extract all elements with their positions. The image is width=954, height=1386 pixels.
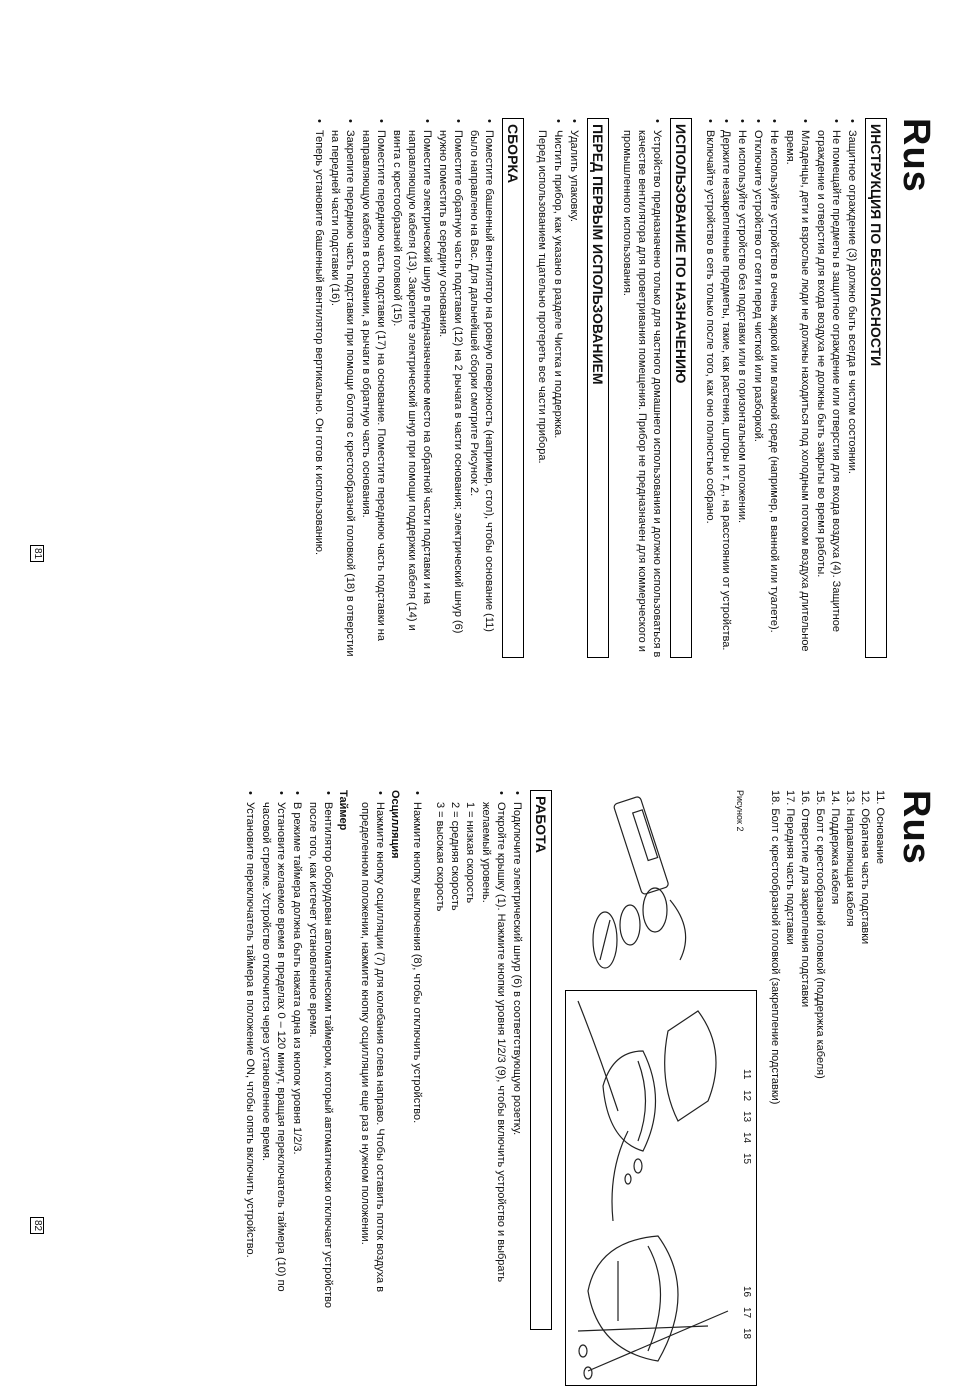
list-item: • Откройте крышку (1). Нажмите кнопки уровня 1/2/3 (9), чтобы включить устройство и выбрать желаемый уровень. <box>478 802 508 1330</box>
figure-callouts-a <box>741 1069 752 1174</box>
page-82 <box>241 790 937 1340</box>
callout-17: 17 <box>741 1307 752 1319</box>
list-item: • В режиме таймера должна быть нажата одна из кнопок уровня 1/2/3. <box>289 802 304 1330</box>
speed-levels <box>432 790 477 1330</box>
list-item: • Нажмите кнопку выключения (8), чтобы отключить устройство. <box>409 802 424 1330</box>
speed-level: 2 = средняя скорость <box>449 802 461 911</box>
safety-list <box>702 118 859 658</box>
callout-15: 15 <box>741 1153 752 1165</box>
list-item: • Чистить прибор, как указано в разделе Чистка и поддержка. <box>550 130 565 658</box>
part-item: 14. Поддержка кабеля <box>829 790 841 905</box>
oscillation-list <box>357 790 387 1330</box>
heading-first-use: ПЕРЕД ПЕРВЫМ ИСПОЛЬЗОВАНИЕМ <box>587 118 609 658</box>
callout-16: 16 <box>741 1286 752 1298</box>
callout-13: 13 <box>741 1111 752 1123</box>
page-81 <box>310 118 935 658</box>
brand-rus: Rus <box>895 118 937 193</box>
list-item: • Не используйте устройство без подставки или в горизонтальном положении. <box>734 130 749 658</box>
callout-11: 11 <box>741 1069 752 1080</box>
figure-main-frame <box>565 990 757 1386</box>
list-item: • Теперь установите башенный вентилятор вертикально. Он готов к использованию. <box>311 130 326 658</box>
callout-14: 14 <box>741 1132 752 1144</box>
list-item: • Установите переключатель таймера в положение ON, чтобы опять включить устройство. <box>242 802 257 1330</box>
part-item: 18. Болт с крестообразной головкой (закрепление подставки) <box>769 790 781 1105</box>
list-item: • Поместите башенный вентилятор на ровную поверхность (например, стол), чтобы основание (11) было направлено на Вас. Для дальнейшей сборки смотрите Рисунок 2. <box>466 130 496 658</box>
list-item: • Включайте устройство в сеть только после того, как оно полностью собрано. <box>702 130 717 658</box>
brand-rus: Rus <box>895 790 937 865</box>
part-item: 15. Болт с крестообразной головкой (поддержка кабеля) <box>814 790 826 1079</box>
page-number-81: 81 <box>30 545 44 562</box>
part-item: 17. Передняя часть подставки <box>784 790 796 945</box>
heading-safety: ИНСТРУКЦИЯ ПО БЕЗОПАСНОСТИ <box>865 118 887 658</box>
first-use-note: Перед использованием тщательно протереть все части прибора. <box>536 130 548 464</box>
part-item: 11. Основание <box>874 790 886 864</box>
list-item: • Подключите электрический шнур (6) в соответствующую розетку. <box>509 802 524 1330</box>
list-item: • Установите желаемое время в пределах 0 – 120 минут, вращая переключатель таймера (10) по часовой стрелке. Устройство отключится через установленное время. <box>258 802 288 1330</box>
figure-label: Рисунок 2 <box>735 790 745 832</box>
intended-list <box>619 118 664 658</box>
heading-operation: РАБОТА <box>530 790 552 1330</box>
part-item: 12. Обратная часть подставки <box>859 790 871 945</box>
heading-assembly: СБОРКА <box>502 118 524 658</box>
timer-list <box>242 790 335 1330</box>
page-number-82: 82 <box>30 1217 44 1234</box>
list-item: • Нажмите кнопку осцилляции (7) для колебания слева направо. Чтобы оставить поток воздуха в определенном положении, нажмите кнопку осцилляции еще раз в нужном положении. <box>357 802 387 1330</box>
first-use-list <box>550 118 581 658</box>
subheading-oscillation: Осцилляция <box>389 790 401 859</box>
list-item: • Поместите обратную часть подставки (12) на 2 рычага в части основания; электрический шнур (6) нужно поместить в середину основания. <box>435 130 465 658</box>
figure-2 <box>562 790 757 1340</box>
list-item: • Устройство предназначено только для частного домашнего использования и должно использоваться в качестве вентилятора для проветривания помещения. Прибор не предназначен для коммерческого и промышленного использования. <box>619 130 664 658</box>
figure-callouts-b <box>741 1286 752 1349</box>
list-item: • Поместите электрический шнур в предназначенное место на обратной части подставки и на направляющую кабеля (13). Закрепите электрический шнур при помощи поддержки кабеля (14) и винта с крестообразной головкой (15). <box>389 130 434 658</box>
part-item: 16. Отверстие для закрепления подставки <box>799 790 811 1008</box>
list-item: • Отключите устройство от сети перед чисткой или разборкой. <box>750 130 765 658</box>
operation-list <box>478 790 524 1330</box>
heading-intended-use: ИСПОЛЬЗОВАНИЕ ПО НАЗНАЧЕНИЮ <box>670 118 692 658</box>
list-item: • Не помещайте предметы в защитное ограждение или отверстия для входа воздуха (4). Защитное ограждение и отверстия для входа воздуха не должны быть закрыты во время работы. <box>813 130 843 658</box>
speed-level: 1 = низкая скорость <box>464 802 476 904</box>
list-item: • Не используйте устройство в очень жаркой или влажной среде (например, в ванной или туалете). <box>766 130 781 658</box>
speed-level: 3 = высокая скорость <box>434 802 446 912</box>
callout-12: 12 <box>741 1090 752 1102</box>
subheading-timer: Таймер <box>337 790 349 831</box>
assembly-list <box>311 118 496 658</box>
callout-18: 18 <box>741 1328 752 1340</box>
fan-small-illustration <box>575 790 725 980</box>
list-item: • Держите незакрепленные предметы, такие, как растения, шторы и т. д., на расстоянии от устройства. <box>718 130 733 658</box>
list-item: • Вентилятор оборудован автоматическим таймером, который автоматически отключает устройство после того, как истечет установленное время. <box>305 802 335 1330</box>
operation-off-list <box>409 790 424 1330</box>
list-item: • Защитное ограждение (3) должно быть всегда в чистом состоянии. <box>844 130 859 658</box>
list-item: • Младенцы, дети и взрослые люди не должны находиться под холодным потоком воздуха длительное время. <box>782 130 812 658</box>
list-item: • Удалить упаковку. <box>566 130 581 658</box>
list-item: • Поместите переднюю часть подставки (17) на основание. Поместите переднюю часть подставки на направляющую кабеля в основании, а рычаги в обратную часть основания. <box>358 130 388 658</box>
list-item: • Закрепите переднюю часть подставки при помощи болтов с крестообразной головкой (18) в отверстии на передней части подставки (16). <box>327 130 357 658</box>
part-item: 13. Направляющая кабеля <box>844 790 856 927</box>
stand-assembly-illustration <box>568 991 738 1385</box>
parts-list <box>767 790 887 1330</box>
